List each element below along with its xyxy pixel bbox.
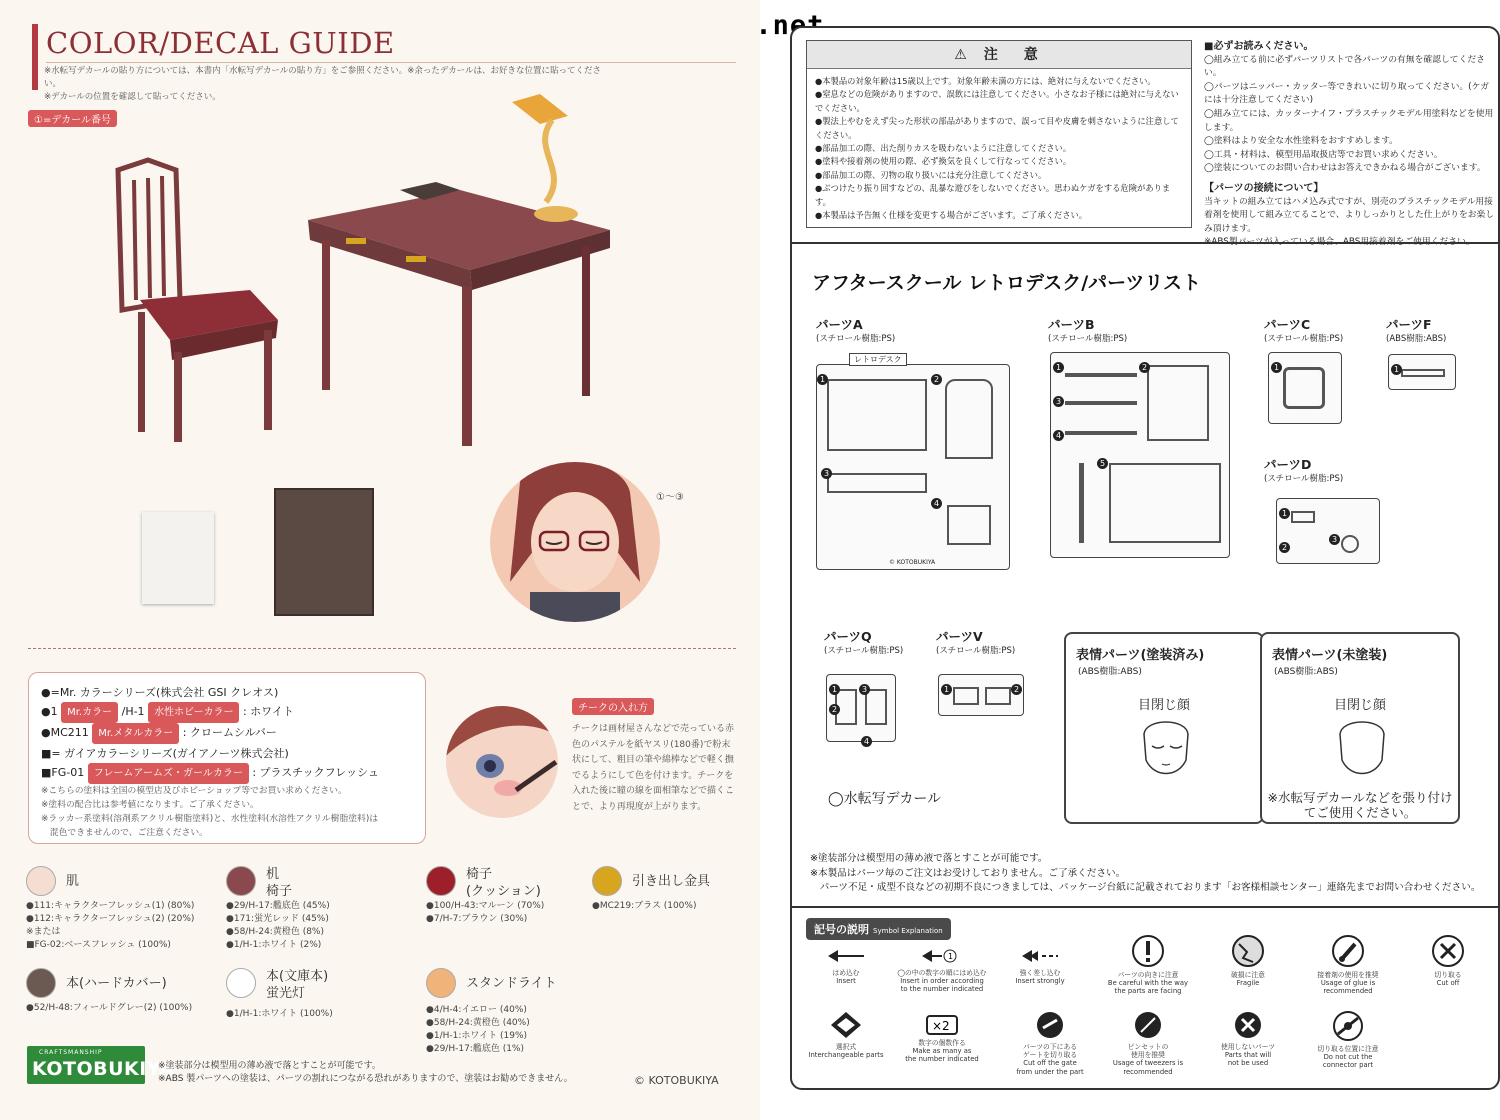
part-number: 4 — [861, 729, 872, 748]
swatch-name: 机 椅子 — [266, 867, 293, 899]
parts-list-title: アフタースクール レトロデスク/パーツリスト — [812, 272, 1201, 294]
metal-color-pill: Mr.メタルカラー — [92, 723, 179, 744]
runner-tag: レトロデスク — [849, 353, 907, 366]
kotobukiya-logo — [27, 1046, 175, 1084]
caution-item: ●部品加工の際、出た削りカスを吸わないように注意してください。 — [815, 143, 1072, 154]
swatch-name: 本(文庫本) 蛍光灯 — [266, 969, 329, 1001]
runner-q — [826, 674, 896, 746]
part-name: パーツA — [816, 317, 863, 332]
swatch-name: スタンドライト — [466, 976, 557, 991]
footnote: ※塗装部分は模型用の薄め液で落とすことが可能です。 — [158, 1061, 381, 1071]
symbol-cut-off — [1398, 934, 1498, 987]
runner-b-leg-part — [1079, 463, 1084, 543]
symbols-title: 記号の説明 — [814, 923, 869, 936]
part-material: (スチロール樹脂:PS) — [824, 646, 904, 656]
caution-item: ●製法上やむをえず尖った形状の部品がありますので、誤って目や皮膚を刺さないように注意してください。 — [815, 116, 1179, 140]
decal-note: ※デカールの位置を確認して貼ってください。 — [44, 92, 221, 102]
formula-line: ●4/H-4:イエロー (40%) — [426, 1005, 527, 1015]
symbol-not-used — [1198, 1010, 1298, 1068]
swatch-formula — [426, 900, 544, 926]
swatch-paperback — [226, 968, 426, 1028]
symbol-label: ピンセットの 使用を推奨 Usage of tweezers is recommended — [1112, 1043, 1184, 1076]
formula-line: ●58/H-24:黄橙色 (40%) — [426, 1018, 530, 1028]
part-number: 4 — [931, 491, 942, 510]
decal-note: ※水転写デカールの貼り方については、本書内「水転写デカールの貼り方」をご参照ください。※余ったデカールは、お好きな位置に貼ってください。 — [44, 66, 602, 89]
read-first-item: ◯塗料はより安全な水性塗料をおすすめします。 — [1204, 136, 1398, 147]
section-divider — [792, 242, 1500, 244]
formula-line: ●7/H-7:ブラウン (30%) — [426, 914, 528, 924]
formula-line: ●52/H-48:フィールドグレー(2) (100%) — [26, 1003, 193, 1013]
part-material: (スチロール樹脂:PS) — [1048, 334, 1128, 344]
logo-name: KOTOBUKIYA — [32, 1058, 175, 1080]
part-material: (ABS樹脂:ABS) — [1386, 334, 1447, 344]
read-first-item: ◯組み立てる前に必ずパーツリストで各パーツの有無を確認してください。 — [1204, 54, 1485, 79]
caution-item: ●本製品の対象年齢は15歳以上です。対象年齢未満の方には、絶対に与えないでください。 — [815, 76, 1156, 86]
not-used-icon — [1233, 1010, 1263, 1040]
part-number: 3 — [1053, 389, 1064, 408]
face-decal-label: ①〜③ — [656, 492, 684, 503]
symbol-label: パーツの向きに注意 Be careful with the way the parts are facing — [1107, 971, 1189, 996]
runner-a-frame-part — [827, 473, 927, 493]
legend-code: ■FG-01 — [41, 766, 85, 779]
symbol-label: はめ込む Insert — [832, 969, 860, 986]
section-divider — [28, 648, 736, 649]
page-title: COLOR/DECAL GUIDE — [46, 26, 395, 60]
part-number: 4 — [1053, 423, 1064, 442]
closed-eye-face-icon — [1136, 720, 1196, 780]
runner-f-tube-part — [1401, 369, 1445, 377]
caution-item: ●塗料や接着剤の使用の際、必ず換気を良くして行なってください。 — [815, 156, 1072, 167]
symbol-insert-strongly — [990, 946, 1090, 985]
part-f-heading — [1386, 318, 1446, 346]
legend-line-white — [41, 702, 413, 723]
cheek-section-title: チークの入れ方 — [572, 698, 654, 715]
symbol-interchangeable — [796, 1010, 896, 1059]
face-part-title: 表情パーツ(未塗装) — [1272, 648, 1388, 663]
symbol-label: 選択式 Interchangeable parts — [808, 1043, 884, 1060]
mr-color-pill: Mr.カラー — [61, 702, 118, 723]
decal-number-badge: ①=デカール番号 — [28, 110, 117, 127]
symbol-label: 接着剤の使用を推奨 Usage of glue is recommended — [1317, 971, 1379, 996]
swatch-name: 椅子 (クッション) — [466, 867, 541, 899]
runner-copyright: © KOTOBUKIYA — [889, 559, 936, 566]
part-number: 2 — [829, 697, 840, 716]
title-accent-bar — [32, 24, 38, 90]
title-divider — [46, 62, 736, 63]
part-v-heading — [936, 630, 1015, 658]
face-part-note: ※水転写デカールなどを張り付けてご使用ください。 — [1267, 790, 1453, 820]
runner-b-drawer-part — [1109, 463, 1221, 543]
symbol-cut-gate — [1000, 1010, 1100, 1076]
caution-item: ●本製品は予告無く仕様を変更する場合がございます。ご了承ください。 — [815, 210, 1088, 221]
part-material: (スチロール樹脂:PS) — [1264, 334, 1344, 344]
read-first-item: ◯工具・材料は、模型用品取扱店等でお買い求めください。 — [1204, 149, 1443, 160]
footnote: ※ABS 製パーツへの塗装は、パーツの割れにつながる恐れがありますので、塗装はお勧めできません。 — [158, 1074, 573, 1084]
runner-v-part — [985, 687, 1011, 705]
desk-image — [308, 190, 610, 446]
formula-line: ●58/H-24:黄橙色 (8%) — [226, 927, 324, 937]
formula-line: ●29/H-17:艦底色 (1%) — [426, 1044, 524, 1054]
swatch-formula — [226, 900, 330, 952]
symbol-fragile — [1198, 934, 1298, 987]
symbol-insert-order — [892, 946, 992, 994]
lamp-color-dot — [426, 968, 456, 998]
face-part-title: 表情パーツ(塗装済み) — [1076, 648, 1205, 663]
legend-code: ●MC211 — [41, 726, 89, 739]
part-material: (スチロール樹脂:PS) — [936, 646, 1016, 656]
part-number: 2 — [1011, 677, 1022, 696]
part-q-heading — [824, 630, 903, 658]
symbol-caution-facing — [1098, 934, 1198, 996]
part-c-heading — [1264, 318, 1343, 346]
cut-gate-icon — [1035, 1010, 1065, 1040]
part-number: 2 — [1139, 355, 1150, 374]
runner-b-rod-part — [1065, 431, 1137, 435]
symbol-make-many — [892, 1014, 992, 1064]
part-name: パーツQ — [824, 629, 872, 644]
part-number: 1 — [1271, 355, 1282, 374]
swatch-formula — [26, 900, 194, 952]
swatch-cushion — [426, 866, 596, 956]
formula-line: ●1/H-1:ホワイト (2%) — [226, 940, 322, 950]
read-first-title: ■必ずお読みください。 — [1204, 41, 1314, 52]
swatch-stand-light — [426, 968, 626, 1058]
logo-tagline: CRAFTSMANSHIP — [39, 1049, 103, 1056]
part-material: (スチロール樹脂:PS) — [816, 334, 896, 344]
hardcover-book-sample — [274, 488, 374, 616]
legend-code: /H-1 — [121, 705, 145, 718]
face-part-material: (ABS樹脂:ABS) — [1078, 667, 1142, 677]
part-name: パーツB — [1048, 317, 1095, 332]
formula-line: ●100/H-43:マルーン (70%) — [426, 901, 545, 911]
part-number: 1 — [941, 677, 952, 696]
face-decal-closeup — [490, 462, 660, 622]
hardcover-color-dot — [26, 968, 56, 998]
runner-d-shade-part — [1291, 511, 1315, 523]
formula-line: ■FG-02:ベースフレッシュ (100%) — [26, 940, 171, 950]
copyright: © KOTOBUKIYA — [634, 1074, 719, 1087]
caution-box — [806, 40, 1192, 228]
face-part-painted-box — [1064, 632, 1264, 824]
warning-icon: ⚠ — [954, 47, 973, 63]
desk-chair-illustration — [100, 90, 660, 470]
svg-text:1: 1 — [948, 952, 954, 961]
runner-d-base-part — [1341, 535, 1359, 553]
legend-color-name: : プラスチックフレッシュ — [252, 766, 379, 779]
chair-image — [118, 160, 278, 442]
runner-b-rod-part — [1065, 373, 1137, 377]
desk-color-dot — [226, 866, 256, 896]
formula-line: ●112:キャラクターフレッシュ(2) (20%) — [26, 914, 195, 924]
cheek-closeup-image — [446, 706, 558, 818]
paint-legend — [28, 672, 426, 844]
legend-note: ※塗料の配合比は参考値になります。ご了承ください。 — [41, 800, 259, 810]
part-material: (スチロール樹脂:PS) — [1264, 474, 1344, 484]
caution-facing-icon — [1131, 934, 1165, 968]
glue-icon — [1331, 934, 1365, 968]
stand-light-image — [512, 94, 578, 222]
parts-note: パーツ不足・成型不良などの初期不良につきましては、パッケージ台紙に記載されております「お客様相談センター」連絡先までお問い合わせください。 — [810, 882, 1481, 894]
runner-c — [1268, 352, 1342, 424]
symbol-connector — [1298, 1010, 1398, 1070]
part-number: 1 — [1053, 355, 1064, 374]
read-first-item: ◯塗装についてのお問い合わせはお答えできかねる場合がございます。 — [1204, 163, 1486, 174]
legend-note: ※こちらの塗料は全国の模型店及びホビーショップ等でお買い求めください。 — [41, 786, 347, 796]
formula-line: ●1/H-1:ホワイト (100%) — [226, 1009, 333, 1019]
parts-note: ※塗装部分は模型用の薄め液で落とすことが可能です。 — [810, 853, 1048, 864]
runner-a-chair-back-part — [945, 379, 993, 459]
runner-b-rod-part — [1065, 401, 1137, 405]
left-footnotes — [158, 1060, 573, 1086]
swatch-name: 本(ハードカバー) — [66, 976, 167, 991]
formula-line: ●111:キャラクターフレッシュ(1) (80%) — [26, 901, 195, 911]
svg-text:×2: ×2 — [932, 1019, 950, 1033]
part-number: 3 — [821, 461, 832, 480]
runner-v-part — [953, 687, 979, 705]
symbol-label: 切り取る Cut off — [1434, 971, 1462, 988]
insert-order-icon — [920, 946, 964, 966]
blank-face-icon — [1332, 720, 1392, 780]
brass-color-dot — [592, 866, 622, 896]
caution-title: 注 意 — [983, 47, 1044, 63]
legend-note: ※ラッカー系塗料(溶剤系アクリル樹脂塗料)と、水性塗料(水溶性アクリル樹脂塗料)は — [41, 814, 379, 824]
legend-gaia-color: ■= ガイアカラーシリーズ(ガイアノーツ株式会社) — [41, 747, 289, 760]
part-number: 1 — [1391, 357, 1402, 376]
formula-line: ●171:蛍光レッド (45%) — [226, 914, 329, 924]
runner-a — [816, 355, 1010, 570]
cut-off-icon — [1431, 934, 1465, 968]
symbol-label: 使用しないパーツ Parts that will not be used — [1220, 1043, 1276, 1068]
face-part-label: 目閉じ顔 — [1137, 698, 1190, 713]
read-first-section — [1204, 40, 1496, 250]
make-many-icon — [925, 1014, 959, 1036]
symbols-badge — [806, 918, 951, 940]
cushion-color-dot — [426, 866, 456, 896]
insert-arrow-icon — [826, 946, 866, 966]
swatch-skin — [26, 866, 226, 956]
part-name: パーツC — [1264, 317, 1311, 332]
section-divider — [792, 906, 1500, 908]
legend-color-name: : ホワイト — [242, 705, 294, 718]
part-number: 2 — [1279, 535, 1290, 554]
symbol-insert — [796, 946, 896, 985]
white-color-dot — [226, 968, 256, 998]
swatch-formula — [226, 1008, 333, 1021]
runner-v — [938, 674, 1024, 716]
caution-item: ●ぶつけたり振り回すなどの、乱暴な遊びをしないでください。思わぬケガをする危険があります。 — [815, 183, 1171, 207]
legend-line-chrome — [41, 723, 413, 744]
read-first-item: ◯パーツはニッパー・カッター等できれいに切り取ってください。(ケガには十分注意してください) — [1204, 81, 1490, 106]
part-b-heading — [1048, 318, 1127, 346]
runner-a-desktop-part — [827, 379, 927, 451]
formula-line: ●1/H-1:ホワイト (19%) — [426, 1031, 528, 1041]
cheek-instructions: チークは画材屋さんなどで売っている赤色のパステルを紙ヤスリ(180番)で粉末状にして、粗目の筆や綿棒などで軽く撫でるようにして色を付けます。チークを入れた後に瞳の線を面相筆などで描くことで、より再現度が上がります。 — [572, 724, 735, 812]
symbol-label: パーツの下にある ゲートを切り取る Cut off the gate from under the part — [1016, 1043, 1084, 1076]
part-name: パーツV — [936, 629, 983, 644]
water-decal-label: ◯水転写デカール — [828, 791, 942, 807]
fa-girl-color-pill: フレームアームズ・ガールカラー — [88, 763, 249, 784]
part-number: 3 — [859, 677, 870, 696]
parts-list-page — [790, 26, 1500, 1090]
skin-color-dot — [26, 866, 56, 896]
part-number: 2 — [931, 367, 942, 386]
formula-line: ※または — [26, 927, 61, 937]
connection-text: 当キットの組み立てはハメ込み式ですが、別売のプラスチックモデル用接着剤を使用して組み立てることで、よりしっかりとした仕上がりをお楽しみ頂けます。 — [1204, 196, 1495, 234]
part-name: パーツF — [1386, 317, 1432, 332]
swatch-formula — [26, 1002, 192, 1015]
symbol-label: 切り取る位置に注意 Do not cut the connector part — [1317, 1045, 1379, 1070]
connector-icon — [1332, 1010, 1364, 1042]
interchangeable-icon — [829, 1010, 863, 1040]
symbols-subtitle: Symbol Explanation — [873, 927, 943, 935]
formula-line: ●MC219:ブラス (100%) — [592, 901, 697, 911]
runner-c-frame-part — [1283, 367, 1325, 409]
swatch-hardcover — [26, 968, 226, 1028]
caution-item: ●部品加工の際、刃物の取り扱いには充分注意してください。 — [815, 169, 1047, 180]
legend-color-name: : クロームシルバー — [182, 726, 277, 739]
swatch-drawer-fittings — [592, 866, 742, 926]
parts-notes — [810, 852, 1480, 896]
caution-item: ●窒息などの危険がありますので、誤飲には注意してください。小さなお子様には絶対に与えないでください。 — [815, 89, 1179, 113]
part-name: パーツD — [1264, 457, 1312, 472]
symbol-tweezers — [1098, 1010, 1198, 1076]
paperback-book-sample — [142, 512, 214, 604]
formula-line: ●29/H-17:艦底色 (45%) — [226, 901, 330, 911]
swatch-desk-chair — [226, 866, 426, 956]
face-part-unpainted-box — [1260, 632, 1460, 824]
part-number: 5 — [1097, 451, 1108, 470]
connection-title: 【パーツの接続について】 — [1204, 182, 1324, 194]
fragile-icon — [1231, 934, 1265, 968]
swatch-formula — [426, 1004, 530, 1056]
part-number: 3 — [1329, 527, 1340, 546]
symbol-label: ◯の中の数字の順にはめ込む Insert in order according to the number indicated — [897, 969, 987, 994]
runner-b-panel-part — [1147, 365, 1209, 441]
caution-list — [807, 69, 1191, 228]
part-a-heading — [816, 318, 895, 346]
legend-note: 混色できませんので、ご注意ください。 — [41, 828, 208, 838]
runner-b — [1050, 352, 1230, 558]
part-number: 1 — [817, 367, 828, 386]
swatch-name: 引き出し金具 — [632, 874, 711, 889]
symbol-glue — [1298, 934, 1398, 996]
caution-header — [807, 41, 1191, 69]
runner-f — [1388, 354, 1456, 390]
face-part-label: 目閉じ顔 — [1333, 698, 1386, 713]
runner-a-seat-part — [947, 505, 991, 545]
insert-strongly-icon — [1020, 946, 1060, 966]
aqueous-color-pill: 水性ホビーカラー — [148, 702, 239, 723]
tweezers-icon — [1133, 1010, 1163, 1040]
symbol-label: 破損に注意 Fragile — [1231, 971, 1265, 988]
part-d-heading — [1264, 458, 1343, 486]
swatch-name: 肌 — [66, 874, 80, 889]
legend-line-flesh — [41, 763, 413, 784]
swatch-formula — [592, 900, 696, 913]
symbol-label: 強く差し込む Insert strongly — [1015, 969, 1065, 986]
symbol-label: 数字の個数作る Make as many as the number indicated — [905, 1039, 979, 1064]
read-first-item: ◯組み立てには、カッターナイフ・プラスチックモデル用塗料などを使用します。 — [1204, 108, 1494, 133]
parts-note: ※本製品はパーツ毎のご注文はお受けしておりません。ご了承ください。 — [810, 867, 1126, 879]
legend-code: ●1 — [41, 705, 58, 718]
part-number: 1 — [1279, 501, 1290, 520]
runner-d — [1276, 498, 1380, 564]
face-part-material: (ABS樹脂:ABS) — [1274, 667, 1338, 677]
legend-mr-color: ●=Mr. カラーシリーズ(株式会社 GSI クレオス) — [41, 686, 279, 699]
part-number: 1 — [829, 677, 840, 696]
